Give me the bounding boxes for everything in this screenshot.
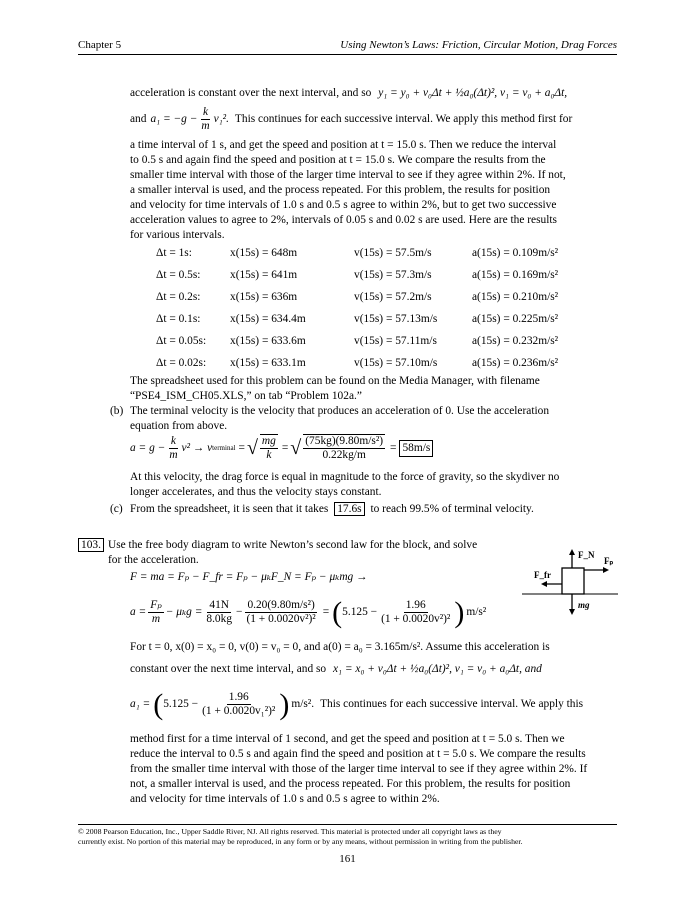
initial-conditions-line: For t = 0, x(0) = x₀ = 0, v(0) = v₀ = 0, and a(0) = a₀ = 3.165m/s². Assume this acceleration is — [130, 641, 550, 653]
eq-unit: m/s² — [466, 605, 487, 618]
cell-a: a(15s) = 0.236m/s² — [472, 357, 559, 369]
footer-divider — [78, 824, 617, 825]
eq-f4-pre: 5.125 − — [342, 605, 378, 618]
eq-equals-2: = — [281, 441, 289, 454]
fraction-numerator: 41N — [209, 598, 230, 611]
paragraph-line: smaller time interval with those of the larger time interval to see if they agree within 2%. If not, — [130, 169, 566, 181]
eq-middle: − μₖg = — [165, 605, 203, 618]
paragraph-line: acceleration values to agree to 2%, intervals of 0.05 s and 0.02 s are used. Here are the results — [130, 214, 557, 226]
push-arrowhead-icon — [603, 567, 609, 573]
fbd-label-push: Fₚ — [604, 556, 614, 566]
cell-x: x(15s) = 636m — [230, 291, 298, 303]
terminal-velocity-equation: a = g − $\frac{k}{m}$ v² → v terminal = √ $\frac{mg}{k}$ = √ $\frac{\text{(75kg)(9.80m/s²)}}{0.22kg/m}$ = 58m/s — [130, 428, 433, 468]
part-b-line-2: equation from above. — [130, 420, 228, 432]
paragraph-line: and velocity for time intervals of 1.0 s and 0.5 s agree to within 2%, but to get two successive — [130, 199, 557, 211]
header-chapter: Chapter 5 — [78, 39, 122, 51]
sqrt-icon: √ — [246, 436, 258, 459]
header-title: Using Newton’s Laws: Friction, Circular Motion, Drag Forces — [340, 39, 617, 51]
cell-x: x(15s) = 633.1m — [230, 357, 306, 369]
cell-dt: Δt = 0.2s: — [156, 291, 201, 303]
a1-fraction — [200, 691, 277, 718]
a1-unit: m/s². — [291, 697, 315, 710]
footer-line-1: © 2008 Pearson Education, Inc., Upper Saddle River, NJ. All rights reserved. This material is protected under all copyright laws as they — [78, 827, 502, 836]
problem-103-number — [78, 538, 104, 553]
table-row — [156, 268, 626, 290]
paragraph-line: to 0.5 s and again find the speed and position at t = 15.0 s. We compare the results from the — [130, 154, 546, 166]
part-a-eq-rhs: v₁². — [213, 113, 229, 125]
gravity-arrowhead-icon — [569, 609, 575, 615]
eq-equals: = — [322, 605, 330, 618]
cell-a: a(15s) = 0.169m/s² — [472, 269, 559, 281]
header-divider — [78, 54, 617, 55]
sqrt-icon: √ — [290, 436, 302, 459]
fraction-numerator: 0.20(9.80m/s²) — [247, 598, 315, 611]
paragraph-line: for various intervals. — [130, 229, 225, 241]
block-icon — [562, 568, 584, 594]
fraction-numerator: 1.96 — [405, 598, 426, 611]
part-a-line-1-equation: y₁ = y₀ + v₀Δt + ½a₀(Δt)², v₁ = v₀ + a₀Δt, — [378, 87, 568, 99]
cell-dt: Δt = 0.02s: — [156, 357, 207, 369]
fraction-numerator: k — [202, 106, 209, 118]
interval-text: constant over the next time interval, and so — [130, 663, 327, 675]
part-a-line-2-pre: and — [130, 113, 147, 125]
part-c-post: to reach 99.5% of terminal velocity. — [370, 503, 534, 515]
cell-a: a(15s) = 0.225m/s² — [472, 313, 559, 325]
newton-second-law-equation: F = ma = Fₚ − F_fr = Fₚ − μₖF_N = Fₚ − μₖmg → — [130, 571, 368, 583]
paren-close-icon: ) — [454, 595, 465, 629]
cell-a: a(15s) = 0.232m/s² — [472, 335, 559, 347]
cell-a: a(15s) = 0.210m/s² — [472, 291, 559, 303]
paragraph-line: from the smaller time interval with those of the larger time interval to see if they agree within 2%. If — [130, 763, 588, 775]
problem-number: 103. — [78, 538, 104, 552]
eq-middle: v² → v — [181, 441, 213, 454]
cell-v: v(15s) = 57.2m/s — [354, 291, 432, 303]
cell-v: v(15s) = 57.11m/s — [354, 335, 437, 347]
paragraph-line: not, a smaller interval is used, and the process repeated. For this problem, the results for position — [130, 778, 571, 790]
part-c-pre: From the spreadsheet, it is seen that it takes — [130, 503, 329, 515]
paragraph-line: a time interval of 1 s, and get the speed and position at t = 15.0 s. Then we reduce the interval — [130, 139, 557, 151]
cell-x: x(15s) = 634.4m — [230, 313, 306, 325]
eq-fraction — [167, 435, 179, 462]
cell-x: x(15s) = 648m — [230, 247, 298, 259]
a1-pre: 5.125 − — [163, 697, 199, 710]
part-b-after-line-2: longer accelerates, and thus the velocity stays constant. — [130, 486, 382, 498]
fraction-numerator: k — [170, 434, 176, 447]
eq-fraction-3 — [244, 599, 317, 626]
fraction-numerator: Fₚ — [150, 598, 162, 611]
fbd-label-normal: F_N — [578, 550, 595, 560]
fraction-denominator: (1 + 0.0020v²)² — [381, 612, 451, 625]
spreadsheet-line-1: The spreadsheet used for this problem can be found on the Media Manager, with filename — [130, 375, 540, 387]
part-a-eq-lhs: a₁ = −g − — [150, 113, 198, 125]
cell-dt: Δt = 0.5s: — [156, 269, 201, 281]
paragraph-line: a smaller interval is used, and the process repeated. For this problem, the results for position — [130, 184, 551, 196]
footer-copyright — [78, 827, 618, 847]
cell-v: v(15s) = 57.13m/s — [354, 313, 438, 325]
a1-text: This continues for each successive interval. We apply this — [320, 697, 584, 710]
part-c-answer: 17.6s — [334, 502, 364, 516]
eq-fraction-2 — [204, 599, 234, 626]
interval-equation: x₁ = x₀ + v₀Δt + ½a₀(Δt)², v₁ = v₀ + a₀Δt, and — [332, 663, 542, 675]
paren-close-icon: ) — [279, 687, 290, 721]
eq-equals: = — [238, 441, 245, 454]
a1-equation-line — [130, 682, 583, 726]
problem-103-line-2: for the acceleration. — [108, 554, 199, 566]
part-a-line-1 — [130, 86, 567, 101]
paragraph-line: and velocity for time intervals of 1.0 s and 0.5 s agree to within 2%. — [130, 793, 440, 805]
paren-open-icon: ( — [332, 595, 343, 629]
eq-fraction-4 — [379, 599, 452, 626]
fraction-denominator: 8.0kg — [206, 612, 233, 625]
cell-x: x(15s) = 641m — [230, 269, 298, 281]
table-row — [156, 246, 626, 268]
cell-v: v(15s) = 57.5m/s — [354, 247, 432, 259]
eq-minus: − — [236, 605, 243, 618]
part-b-after-line-1: At this velocity, the drag force is equal in magnitude to the force of gravity, so the skydiver no — [130, 471, 560, 483]
fraction-denominator: (1 + 0.0020v²)² — [246, 612, 316, 625]
part-c-line — [130, 502, 534, 517]
part-a-paragraph — [130, 138, 620, 243]
cell-dt: Δt = 1s: — [156, 247, 192, 259]
terminal-velocity-answer: 58m/s — [399, 440, 433, 457]
spreadsheet-note — [130, 374, 540, 404]
fraction-numerator: mg — [261, 435, 276, 447]
a1-lhs: a₁ = — [130, 697, 151, 710]
part-a-line-2 — [130, 106, 572, 133]
fraction-denominator: m — [201, 120, 210, 132]
cell-a: a(15s) = 0.109m/s² — [472, 247, 559, 259]
fraction-denominator: k — [266, 449, 272, 461]
cell-x: x(15s) = 633.6m — [230, 335, 306, 347]
spreadsheet-line-2: “PSE4_ISM_CH05.XLS,” on tab “Problem 102a.” — [130, 390, 362, 402]
cell-v: v(15s) = 57.10m/s — [354, 357, 438, 369]
footer-line-2: currently exist. No portion of this material may be reproduced, in any form or by any means, without permission in writing from the publisher. — [78, 837, 523, 846]
problem-103-intro — [108, 538, 477, 568]
acceleration-equation — [130, 590, 486, 634]
part-b-after — [130, 470, 559, 500]
part-c-label: (c) — [110, 503, 123, 515]
table-row — [156, 312, 626, 334]
table-row — [156, 334, 626, 356]
fraction-denominator: 0.22kg/m — [322, 449, 366, 461]
free-body-diagram — [522, 548, 618, 618]
fbd-label-friction: F_fr — [534, 570, 551, 580]
eq-lhs: a = g − — [130, 441, 166, 454]
eq-equals-3: = — [390, 441, 397, 454]
part-a-line-1-text: acceleration is constant over the next interval, and so — [130, 87, 372, 99]
fraction-denominator: m — [151, 612, 161, 625]
cell-dt: Δt = 0.1s: — [156, 313, 201, 325]
part-b-label: (b) — [110, 405, 124, 417]
problem-103-line-1: Use the free body diagram to write Newton’s second law for the block, and solve — [108, 539, 478, 551]
paren-open-icon: ( — [153, 687, 164, 721]
sqrt-fraction-1 — [260, 434, 278, 462]
paragraph-line: reduce the interval to 0.5 s and again find the speed and position at t = 5.0 s. We compare the results — [130, 748, 586, 760]
cell-v: v(15s) = 57.3m/s — [354, 269, 432, 281]
part-a-line-2-text: This continues for each successive interval. We apply this method first for — [234, 113, 573, 125]
fraction-denominator: m — [169, 448, 178, 461]
eq-lhs: a = — [130, 605, 147, 618]
interval-line — [130, 662, 542, 677]
cell-dt: Δt = 0.05s: — [156, 335, 207, 347]
fbd-label-gravity: mg — [578, 600, 590, 610]
fraction-numerator: (75kg)(9.80m/s²) — [305, 435, 384, 447]
eq-fraction-1 — [148, 599, 164, 626]
results-table — [156, 246, 626, 378]
part-b-line-1: The terminal velocity is the velocity that produces an acceleration of 0. Use the acceleration — [130, 405, 550, 417]
paragraph-line: method first for a time interval of 1 second, and get the speed and position at t = 5.0 s. Then we — [130, 733, 565, 745]
friction-arrowhead-icon — [541, 581, 547, 587]
sqrt-fraction-2 — [303, 434, 385, 462]
part-a-fraction — [199, 106, 211, 133]
fraction-numerator: 1.96 — [228, 690, 249, 703]
table-row — [156, 290, 626, 312]
page-number: 161 — [339, 853, 356, 865]
fraction-denominator: (1 + 0.0020v₁²)² — [202, 704, 276, 717]
problem-103-paragraph — [130, 732, 626, 807]
normal-arrowhead-icon — [569, 549, 575, 555]
